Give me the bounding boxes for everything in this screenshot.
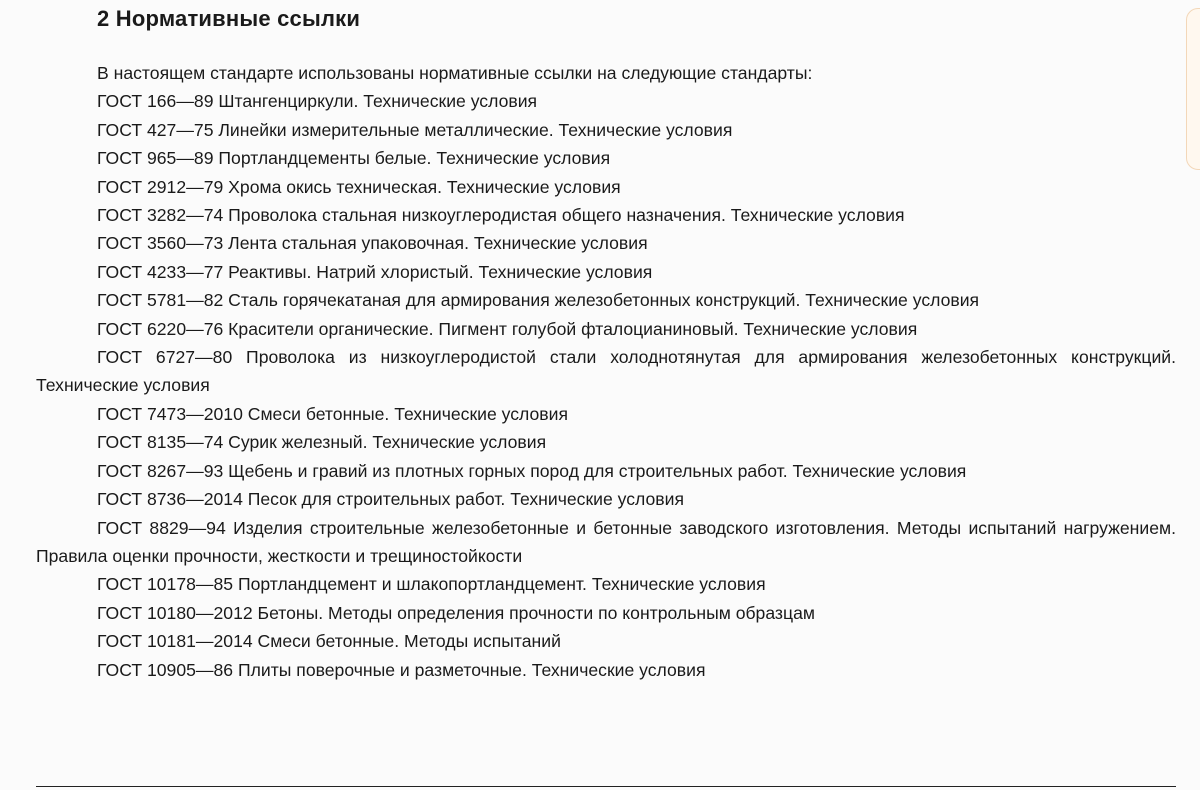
reference-item: ГОСТ 10178—85 Портландцемент и шлакопортландцемент. Технические условия xyxy=(97,574,766,595)
reference-item: ГОСТ 8829—94 Изделия строительные железобетонные и бетонные заводского изготовления. Методы испытаний нагружением. Правила оценки прочности, жесткости и трещиностойкости xyxy=(36,517,1176,566)
references-intro: В настоящем стандарте использованы нормативные ссылки на следующие стандарты: xyxy=(97,63,813,83)
reference-item: ГОСТ 427—75 Линейки измерительные металлические. Технические условия xyxy=(97,119,733,140)
reference-item: ГОСТ 3282—74 Проволока стальная низкоуглеродистая общего назначения. Технические условия xyxy=(97,205,905,226)
reference-item: ГОСТ 8267—93 Щебень и гравий из плотных горных пород для строительных работ. Технические условия xyxy=(97,460,967,481)
reference-item: ГОСТ 10905—86 Плиты поверочные и разметочные. Технические условия xyxy=(97,659,706,680)
reference-item: ГОСТ 6220—76 Красители органические. Пигмент голубой фталоцианиновый. Технические условия xyxy=(97,318,918,339)
reference-item: ГОСТ 166—89 Штангенциркули. Технические условия xyxy=(97,91,538,112)
side-panel-tab[interactable] xyxy=(1186,8,1200,170)
reference-item: ГОСТ 8135—74 Сурик железный. Технические условия xyxy=(97,432,547,453)
references-body xyxy=(36,59,1176,684)
page-divider xyxy=(36,786,1176,787)
reference-item: ГОСТ 10181—2014 Смеси бетонные. Методы испытаний xyxy=(97,631,561,652)
reference-item: ГОСТ 7473—2010 Смеси бетонные. Технические условия xyxy=(97,403,568,424)
reference-item: ГОСТ 2912—79 Хрома окись техническая. Технические условия xyxy=(97,176,621,197)
reference-item: ГОСТ 5781—82 Сталь горячекатаная для армирования железобетонных конструкций. Технические условия xyxy=(97,290,980,311)
reference-item: ГОСТ 10180—2012 Бетоны. Методы определения прочности по контрольным образцам xyxy=(97,602,815,623)
reference-item: ГОСТ 6727—80 Проволока из низкоуглеродистой стали холоднотянутая для армирования железобетонных конструкций. Технические условия xyxy=(36,347,1176,396)
section-heading: 2 Нормативные ссылки xyxy=(97,6,361,31)
reference-item: ГОСТ 4233—77 Реактивы. Натрий хлористый. Технические условия xyxy=(97,261,653,282)
reference-item: ГОСТ 8736—2014 Песок для строительных работ. Технические условия xyxy=(97,489,684,510)
reference-item: ГОСТ 965—89 Портландцементы белые. Технические условия xyxy=(97,148,611,169)
reference-item: ГОСТ 3560—73 Лента стальная упаковочная. Технические условия xyxy=(97,233,648,254)
